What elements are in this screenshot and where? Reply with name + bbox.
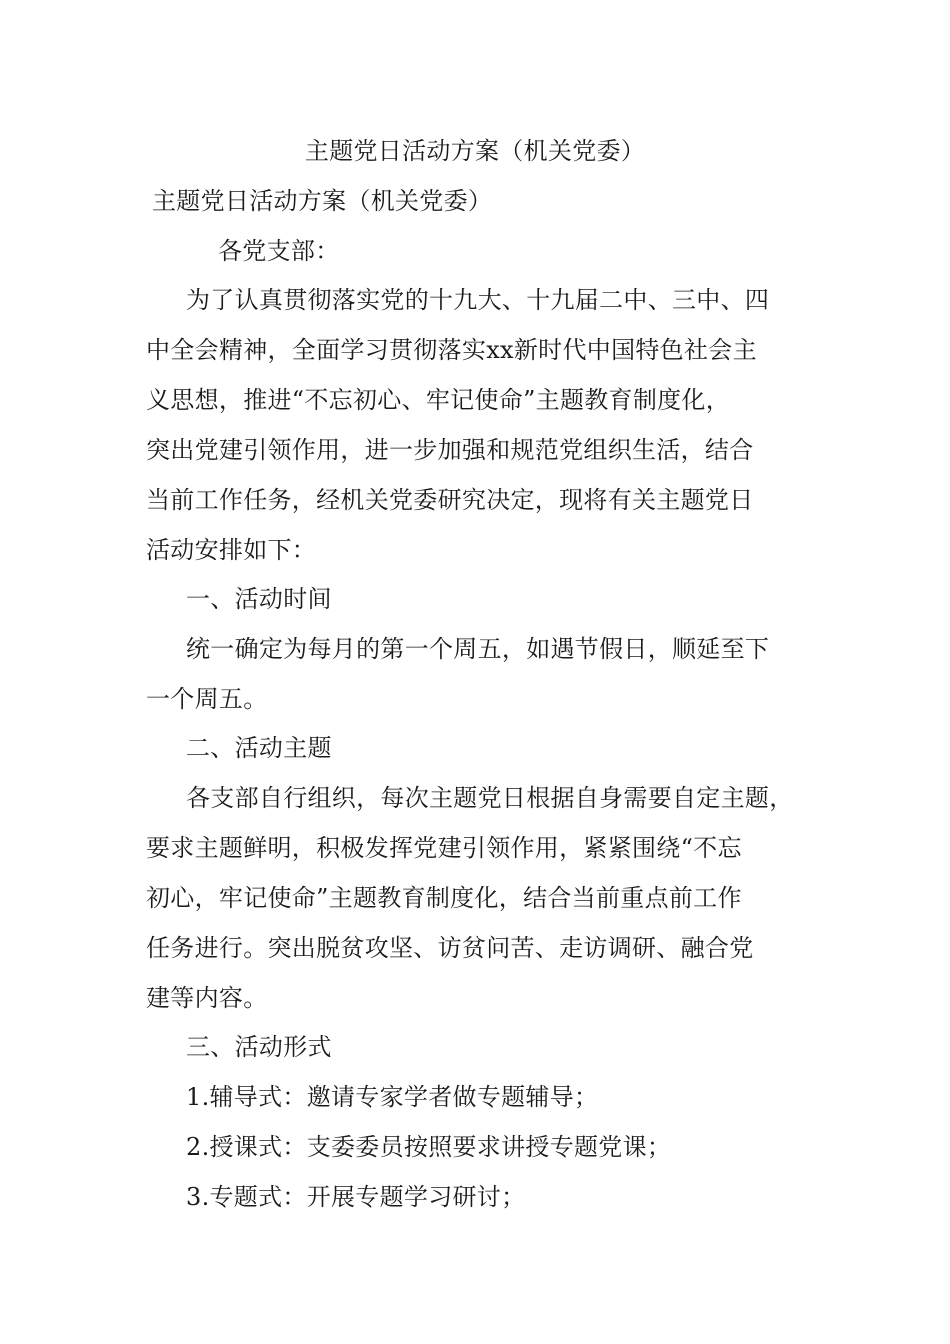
section-line: 统一确定为每月的第一个周五，如遇节假日，顺延至下 [186,635,770,663]
intro-line: 突出党建引领作用，进一步加强和规范党组织生活，结合 [146,436,754,464]
section-heading-form: 三、活动形式 [186,1033,332,1061]
intro-line: 中全会精神，全面学习贯彻落实xx新时代中国特色社会主 [146,336,757,364]
intro-line: 为了认真贯彻落实党的十九大、十九届二中、三中、四 [186,286,770,314]
list-item: 1.辅导式：邀请专家学者做专题辅导； [186,1083,599,1111]
section-line: 各支部自行组织，每次主题党日根据自身需要自定主题， [186,784,794,812]
document-subtitle: 主题党日活动方案（机关党委） [152,187,493,215]
salutation: 各党支部： [218,237,340,265]
section-line: 初心，牢记使命”主题教育制度化，结合当前重点前工作 [146,884,742,912]
section-line: 建等内容。 [146,984,268,1012]
document-title: 主题党日活动方案（机关党委） [304,137,646,165]
section-line: 任务进行。突出脱贫攻坚、访贫问苦、走访调研、融合党 [146,934,754,962]
intro-line: 义思想，推进“不忘初心、牢记使命”主题教育制度化， [146,386,731,414]
section-heading-time: 一、活动时间 [186,585,332,613]
list-item: 3.专题式：开展专题学习研讨； [186,1183,526,1211]
section-heading-theme: 二、活动主题 [186,734,332,762]
intro-line: 当前工作任务，经机关党委研究决定，现将有关主题党日 [146,486,754,514]
section-line: 要求主题鲜明，积极发挥党建引领作用，紧紧围绕“不忘 [146,834,742,862]
section-line: 一个周五。 [146,685,268,713]
list-item: 2.授课式：支委委员按照要求讲授专题党课； [186,1133,672,1161]
intro-line: 活动安排如下： [146,536,317,564]
